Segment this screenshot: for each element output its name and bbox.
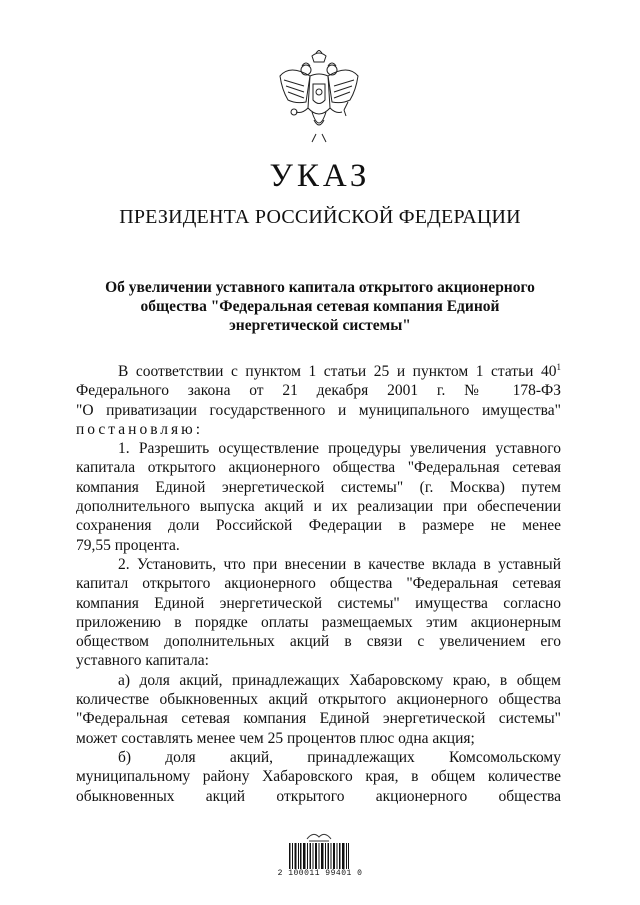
clause-1-line: компания Единой энергетической системы" (г. Москва) путем	[76, 478, 561, 496]
heading-line: энергетической системы"	[229, 317, 411, 334]
page-title: УКАЗ	[269, 158, 371, 194]
footnote-superscript: 1	[556, 361, 561, 372]
clause-2-line: обществом дополнительных акций в связи с увеличением его	[76, 633, 561, 651]
clause-2-line: компания Единой энергетической системы" имущества согласно	[76, 594, 561, 612]
clause-2-line: приложению в порядке оплаты размещаемых этим акционерным	[76, 613, 561, 631]
decree-word: постановляю:	[76, 420, 204, 438]
clause-2a-line: может составлять менее чем 25 процентов плюс одна акция;	[76, 729, 475, 747]
clause-1-line: 79,55 процента.	[76, 536, 180, 554]
clause-1-line: капитала открытого акционерного общества "Федеральная сетевая	[76, 459, 561, 477]
russian-coat-of-arms-icon	[276, 50, 362, 150]
clause-1-line: дополнительного выпуска акций и их реализации при обеспечении	[76, 498, 561, 516]
clause-1-line: 1. Разрешить осуществление процедуры увеличения уставного	[118, 440, 561, 458]
clause-2-line: 2. Установить, что при внесении в качестве вклада в уставный	[118, 555, 561, 573]
heading-line: Об увеличении уставного капитала открытого акционерного	[105, 279, 535, 296]
clause-2a-line: а) доля акций, принадлежащих Хабаровскому краю, в общем	[118, 671, 561, 689]
page-subtitle: ПРЕЗИДЕНТА РОССИЙСКОЙ ФЕДЕРАЦИИ	[119, 206, 521, 228]
heading-line: общества "Федеральная сетевая компания Единой	[140, 298, 500, 315]
preamble-line: "О приватизации государственного и муниципального имущества"	[76, 401, 561, 419]
clause-2b-line: б) доля акций, принадлежащих Комсомольскому	[118, 748, 561, 766]
decree-body	[76, 362, 561, 806]
barcode-number: 2 100011 99401 0	[277, 869, 363, 878]
preamble-line: В соответствии с пунктом 1 статьи 25 и пунктом 1 статьи $40^1$	[118, 361, 561, 380]
preamble-line: Федерального закона от 21 декабря 2001 г. № 178-ФЗ	[76, 382, 561, 400]
clause-2a-line: "Федеральная сетевая компания Единой энергетической системы"	[76, 710, 561, 728]
clause-2-line: уставного капитала:	[76, 652, 209, 670]
barcode-icon	[289, 843, 349, 869]
clause-1-line: сохранения доли Российской Федерации в размере не менее	[76, 517, 561, 535]
clause-2b-line: муниципальному району Хабаровского края, в общем количестве	[76, 768, 561, 786]
clause-2-line: капитал открытого акционерного общества "Федеральная сетевая	[76, 575, 561, 593]
decree-heading	[90, 278, 550, 335]
stamp-mark-icon	[303, 829, 335, 843]
clause-2a-line: количестве обыкновенных акций открытого акционерного общества	[76, 691, 561, 709]
clause-2b-line: обыкновенных акций открытого акционерного общества	[76, 787, 561, 805]
